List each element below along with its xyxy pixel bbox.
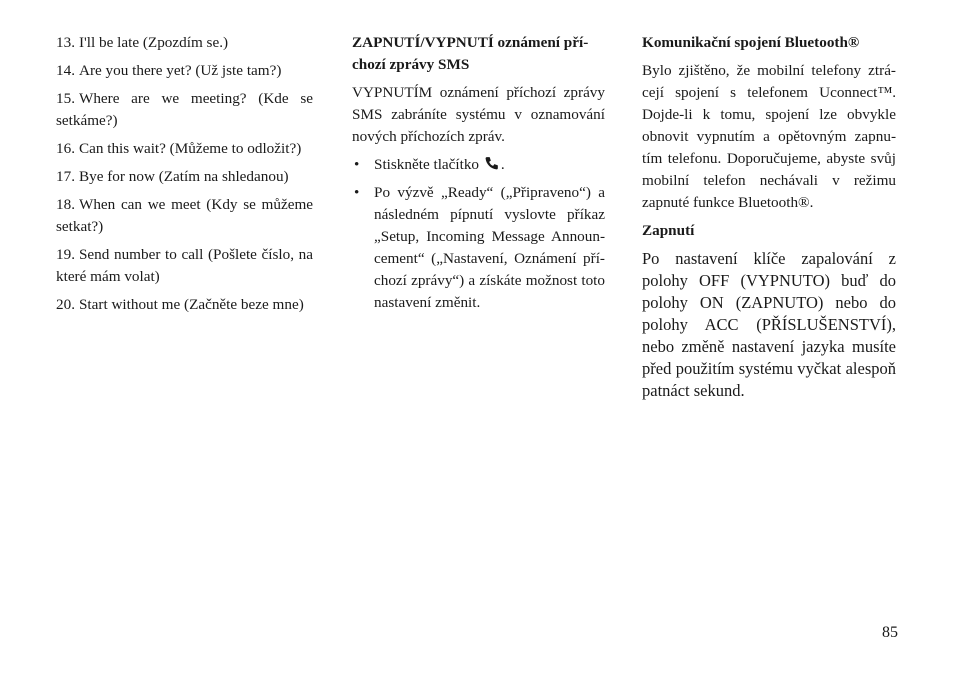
middle-column <box>352 32 605 320</box>
phone-icon <box>485 155 499 169</box>
bullet-item-press-button: • Stiskněte tlačítko . <box>352 154 605 176</box>
sms-paragraph: VYPNUTÍM oznámení příchozí zprávy SMS zabráníte systému v oznamování nových příchozích zpráv. <box>352 84 605 145</box>
list-item: 13. I'll be late (Zpozdím se.) <box>56 34 229 51</box>
list-item: 18. When can we meet (Kdy se můžeme setkat?) <box>56 196 313 235</box>
bullet-item-voice-command: • Po výzvě „Ready“ („Připraveno“) a následném pípnutí vyslovte příkaz „Setup, Incoming Message Announ-cement“ („Nastavení, Oznámení pří-chozí zprávy“) a získáte možnost toto nastavení změnit. <box>354 184 605 311</box>
list-item: 15. Where are we meeting? (Kde se setkáme?) <box>56 90 313 129</box>
list-item: 14. Are you there yet? (Už jste tam?) <box>56 62 282 79</box>
right-column <box>642 32 896 408</box>
page-number: 85 <box>882 624 898 641</box>
left-column <box>56 32 313 322</box>
list-item: 20. Start without me (Začněte beze mne) <box>56 296 304 313</box>
bullet-symbol: • <box>354 184 360 201</box>
section-heading-power-on: Zapnutí <box>642 222 695 239</box>
section-heading-sms: ZAPNUTÍ/VYPNUTÍ oznámení pří-chozí zprávy SMS <box>352 34 589 73</box>
list-item: 16. Can this wait? (Můžeme to odložit?) <box>56 140 302 157</box>
bluetooth-paragraph: Bylo zjištěno, že mobilní telefony ztrá-cejí spojení s telefonem Uconnect™. Dojde-li k tomu, spojení lze obvykle obnovit vypnutím a opětovným zapnu-tím telefonu. Doporučujeme, abyste svůj mobilní telefon nechávali v režimu zapnuté funkce Bluetooth®. <box>642 62 896 211</box>
section-heading-bluetooth: Komunikační spojení Bluetooth® <box>642 34 860 51</box>
list-item: 19. Send number to call (Pošlete číslo, na které mám volat) <box>56 246 313 285</box>
list-item: 17. Bye for now (Zatím na shledanou) <box>56 168 289 185</box>
bullet-symbol: • <box>354 156 360 173</box>
power-on-paragraph: Po nastavení klíče zapalování z polohy OFF (VYPNUTO) buď do polohy ON (ZAPNUTO) nebo do polohy ACC (PŘÍSLUŠENSTVÍ), nebo změně nastavení jazyka musíte před použitím systému vyčkat alespoň patnáct sekund. <box>642 249 896 400</box>
